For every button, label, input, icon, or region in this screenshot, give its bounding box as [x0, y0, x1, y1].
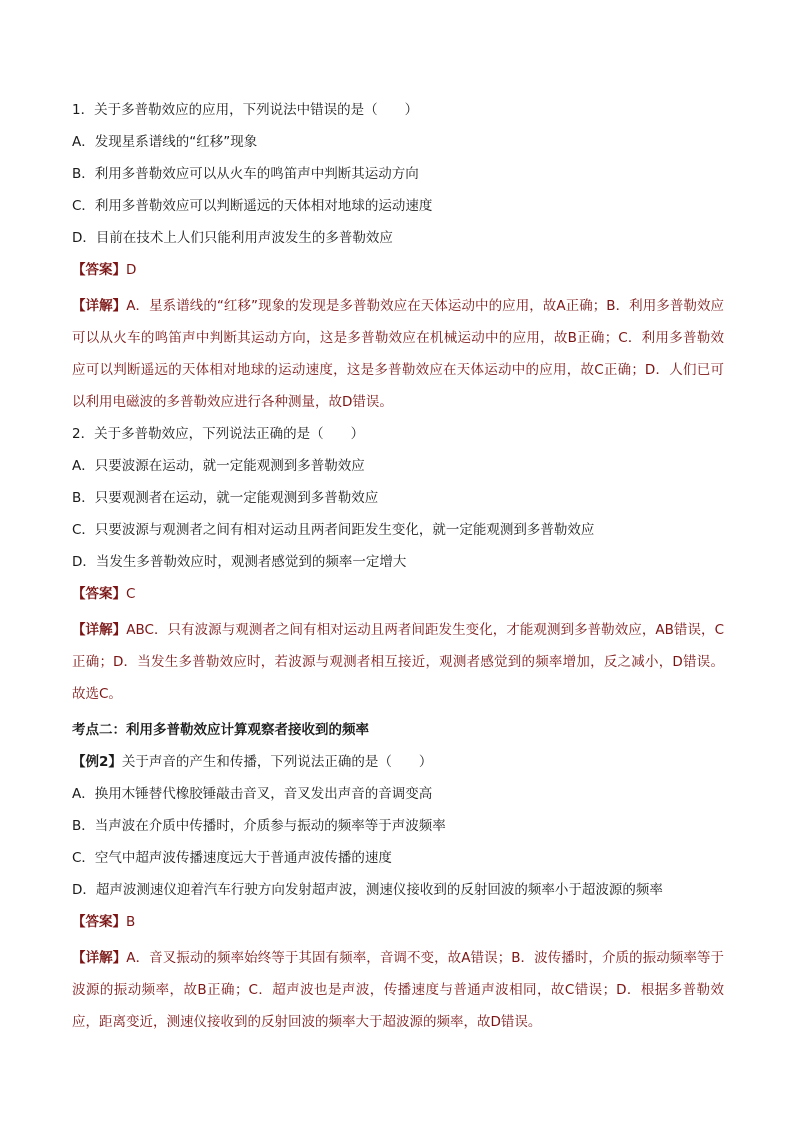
question-2-option-a: A．只要波源在运动，就一定能观测到多普勒效应 — [72, 458, 365, 474]
detail-label: 【详解】 — [72, 298, 127, 314]
question-1-option-a: A．发现星系谱线的“红移”现象 — [72, 134, 258, 150]
example-2-stem — [72, 752, 724, 772]
question-1-option-c: C．利用多普勒效应可以判断遥远的天体相对地球的运动速度 — [72, 198, 433, 214]
detail-label: 【详解】 — [72, 622, 127, 638]
section-title: 考点二：利用多普勒效应计算观察者接收到的频率 — [72, 722, 369, 738]
example-2-detail — [72, 942, 724, 1038]
detail-text: A．音叉振动的频率始终等于其固有频率，音调不变，故A错误；B．波传播时，介质的振动频率等于波源的振动频率，故B正确；C．超声波也是声波，传播速度与普通声波相同，故C错误；D．根据多普勒效应，距离变近，测速仪接收到的反射回波的频率大于超波源的频率，故D错误。 — [72, 950, 724, 1030]
question-2-option-b: B．只要观测者在运动，就一定能观测到多普勒效应 — [72, 490, 379, 506]
example-2-option-b: B．当声波在介质中传播时，介质参与振动的频率等于声波频率 — [72, 818, 446, 834]
question-2-stem: 2．关于多普勒效应，下列说法正确的是（ ） — [72, 426, 365, 442]
question-2-detail — [72, 614, 724, 710]
answer-value: B — [126, 914, 136, 930]
question-2-option-d: D．当发生多普勒效应时，观测者感觉到的频率一定增大 — [72, 554, 407, 570]
detail-text: A．星系谱线的“红移”现象的发现是多普勒效应在天体运动中的应用，故A正确；B．利用多普勒效应可以从火车的鸣笛声中判断其运动方向，这是多普勒效应在机械运动中的应用，故B正确；C．利用多普勒效应可以判断遥远的天体相对地球的运动速度，这是多普勒效应在天体运动中的应用，故C正确；D．人们已可以利用电磁波的多普勒效应进行各种测量，故D错误。 — [72, 298, 725, 410]
answer-label: 【答案】 — [72, 914, 126, 930]
example-2-option-c: C．空气中超声波传播速度远大于普通声波传播的速度 — [72, 850, 392, 866]
answer-value: C — [126, 586, 136, 602]
question-1-option-b: B．利用多普勒效应可以从火车的鸣笛声中判断其运动方向 — [72, 166, 419, 182]
detail-text: ABC．只有波源与观测者之间有相对运动且两者间距发生变化，才能观测到多普勒效应，AB错误，C正确；D．当发生多普勒效应时，若波源与观测者相互接近，观测者感觉到的频率增加，反之减小，D错误。故选C。 — [72, 622, 725, 702]
answer-label: 【答案】 — [72, 262, 126, 278]
question-1-answer — [72, 260, 724, 280]
document-content — [72, 100, 724, 1038]
example-2-option-a: A．换用木锤替代橡胶锤敲击音叉，音叉发出声音的音调变高 — [72, 786, 433, 802]
question-2-option-c: C．只要波源与观测者之间有相对运动且两者间距发生变化，就一定能观测到多普勒效应 — [72, 522, 595, 538]
question-2-answer — [72, 584, 724, 604]
example-2-answer — [72, 912, 724, 932]
detail-label: 【详解】 — [72, 950, 127, 966]
example-2-option-d: D．超声波测速仪迎着汽车行驶方向发射超声波，测速仪接收到的反射回波的频率小于超波源的频率 — [72, 882, 663, 898]
question-1-detail — [72, 290, 724, 418]
example-stem-text: 关于声音的产生和传播，下列说法正确的是（ ） — [121, 754, 433, 770]
answer-value: D — [126, 262, 137, 278]
question-1-stem: 1．关于多普勒效应的应用，下列说法中错误的是（ ） — [72, 102, 419, 118]
question-1-option-d: D．目前在技术上人们只能利用声波发生的多普勒效应 — [72, 230, 393, 246]
answer-label: 【答案】 — [72, 586, 126, 602]
example-label: 【例2】 — [72, 754, 122, 770]
